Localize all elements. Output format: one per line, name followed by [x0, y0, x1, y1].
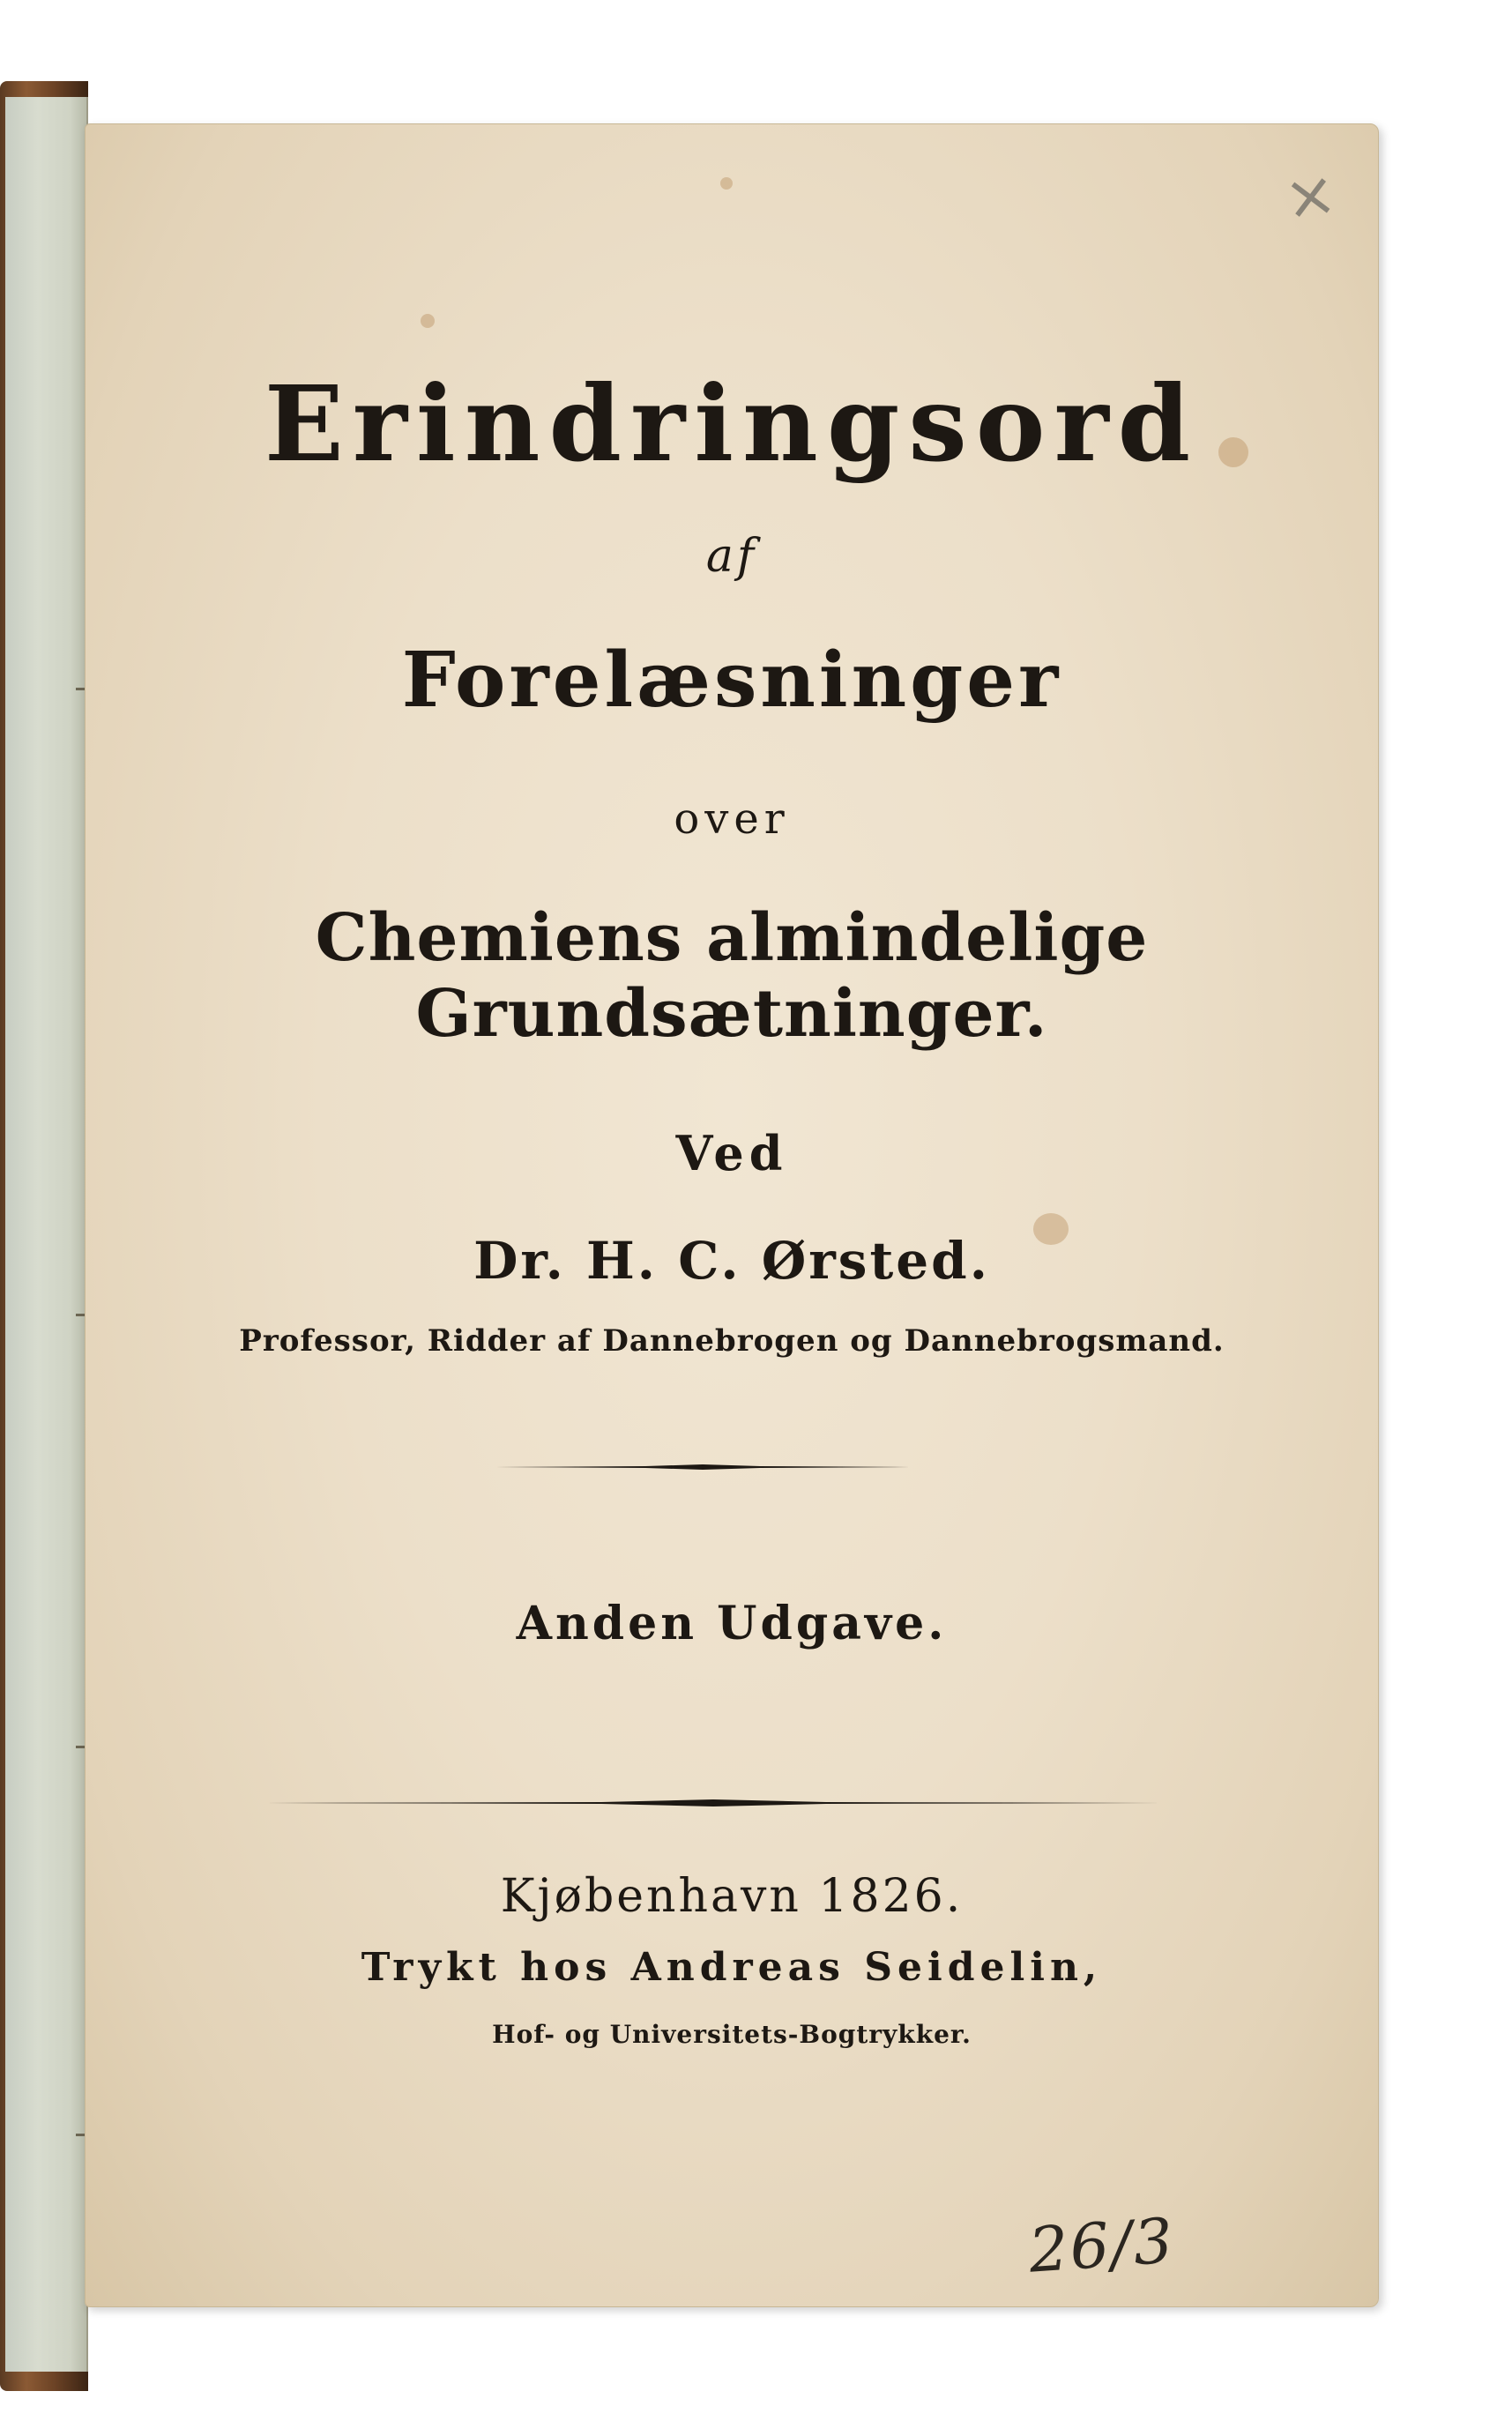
- binding-stitch: [76, 1314, 85, 1316]
- foxing-spot: [421, 314, 435, 328]
- book-title: Erindringsord: [264, 362, 1200, 485]
- endpaper: [5, 97, 88, 2372]
- imprint-place-year: Kjøbenhavn 1826.: [500, 1870, 964, 1923]
- edition-statement: Anden Udgave.: [516, 1597, 948, 1650]
- byline-label: Ved: [675, 1125, 788, 1181]
- binding-stitch: [76, 2134, 85, 2136]
- author-titles: Professor, Ridder af Dannebrogen og Dannebrogsmand.: [239, 1323, 1225, 1359]
- printer-role: Hof- og Universitets-Bogtrykker.: [492, 2020, 972, 2049]
- pencil-corner-mark: ×: [1279, 156, 1342, 235]
- title-connector-over: over: [674, 794, 790, 844]
- title-page: [85, 123, 1379, 2307]
- handwritten-shelfmark: 26/3: [1026, 2204, 1177, 2287]
- printer-name: Trykt hos Andreas Seidelin,: [361, 1945, 1103, 1990]
- foxing-spot: [720, 177, 733, 190]
- book-subject: Chemiens almindelige Grundsætninger.: [315, 900, 1149, 1052]
- book-subtitle: Forelæsninger: [401, 636, 1062, 725]
- decorative-rule: [266, 1799, 1161, 1807]
- binding-stitch: [76, 688, 85, 690]
- decorative-rule: [495, 1464, 910, 1471]
- binding-stitch: [76, 1746, 85, 1748]
- author-name: Dr. H. C. Ørsted.: [473, 1231, 990, 1291]
- title-connector-af: af: [705, 530, 758, 583]
